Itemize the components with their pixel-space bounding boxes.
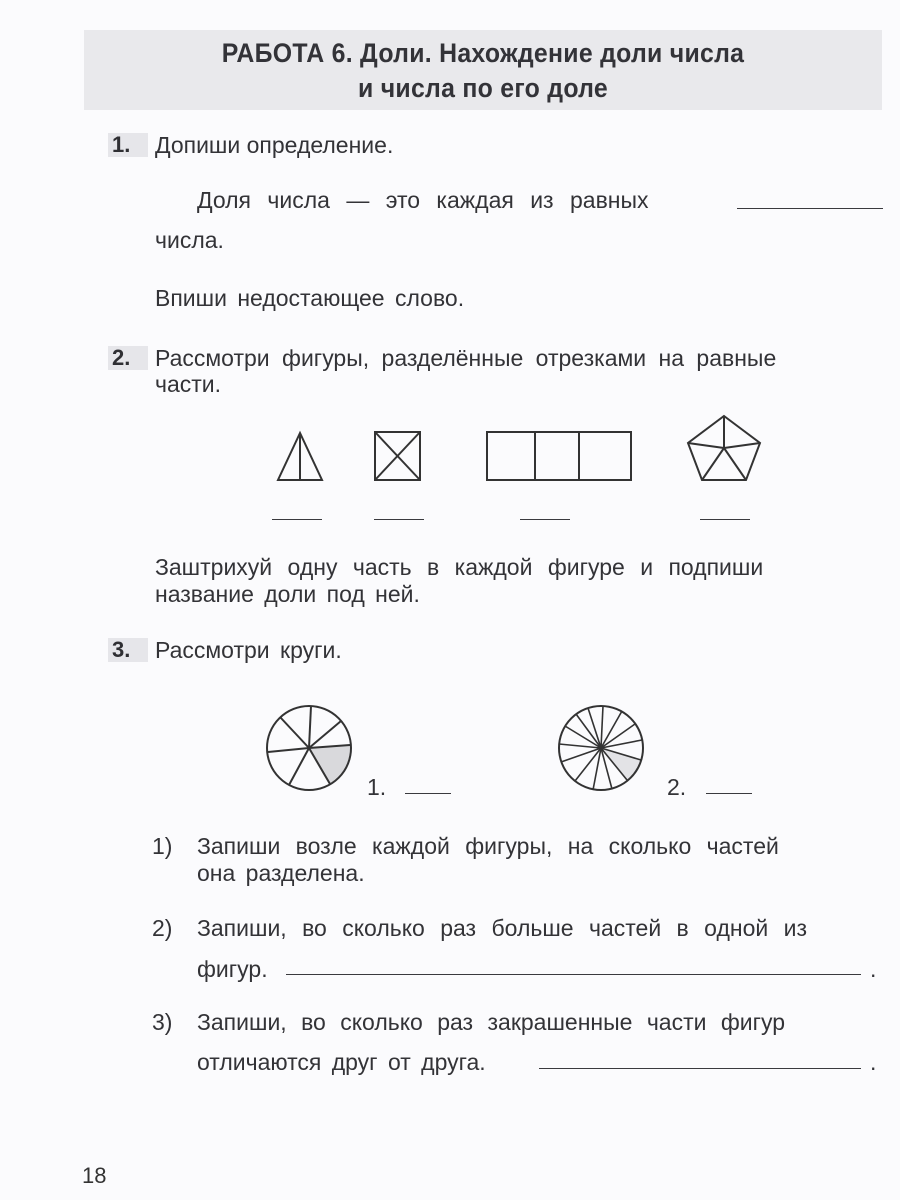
page-number: 18 bbox=[82, 1163, 107, 1188]
subtask-2-line-1: Запиши, во сколько раз больше частей в одной из bbox=[197, 915, 807, 941]
subtask-3-end: . bbox=[870, 1049, 877, 1075]
title-line-2: и числа по его доле bbox=[357, 73, 608, 103]
circle-7-sectors[interactable] bbox=[267, 706, 351, 790]
task2-followup-line-2: название доли под ней. bbox=[155, 581, 420, 607]
circle-2-answer-blank[interactable] bbox=[706, 793, 752, 794]
subtask-2-end: . bbox=[870, 956, 877, 982]
circle-14-sectors[interactable] bbox=[559, 706, 643, 790]
subtask-2-number: 2) bbox=[152, 915, 173, 941]
subtask-2-line-2: фигур. bbox=[197, 956, 268, 982]
circle-1-label: 1. bbox=[367, 774, 387, 800]
subtask-1-line-2: она разделена. bbox=[197, 860, 365, 886]
circle-2-label: 2. bbox=[667, 774, 687, 800]
title-line-1: РАБОТА 6. Доли. Нахождение доли числа bbox=[221, 38, 745, 68]
task-number-1: 1. bbox=[108, 133, 148, 157]
subtask-1-number: 1) bbox=[152, 833, 173, 859]
task2-followup-line-1: Заштрихуй одну часть в каждой фигуре и подпиши bbox=[155, 554, 764, 580]
task1-definition-start: Доля числа — это каждая из равных bbox=[197, 187, 649, 213]
task3-instruction: Рассмотри круги. bbox=[155, 637, 342, 663]
subtask-3-answer-blank[interactable] bbox=[539, 1068, 861, 1069]
task-number-3: 3. bbox=[108, 638, 148, 662]
subtask-1-line-1: Запиши возле каждой фигуры, на сколько частей bbox=[197, 833, 779, 859]
circle-1-answer-blank[interactable] bbox=[405, 793, 451, 794]
task1-instruction: Допиши определение. bbox=[155, 132, 394, 158]
task2-instruction-line-1: Рассмотри фигуры, разделённые отрезками на равные bbox=[155, 345, 777, 371]
subtask-2-answer-blank[interactable] bbox=[286, 974, 861, 975]
task1-definition-end: числа. bbox=[155, 227, 224, 253]
subtask-3-line-1: Запиши, во сколько раз закрашенные части фигур bbox=[197, 1009, 786, 1035]
task2-instruction-line-2: части. bbox=[155, 371, 222, 397]
subtask-3-number: 3) bbox=[152, 1009, 173, 1035]
task1-sub-instruction: Впиши недостающее слово. bbox=[155, 285, 465, 311]
task-number-2: 2. bbox=[108, 346, 148, 370]
subtask-3-line-2: отличаются друг от друга. bbox=[197, 1049, 486, 1075]
